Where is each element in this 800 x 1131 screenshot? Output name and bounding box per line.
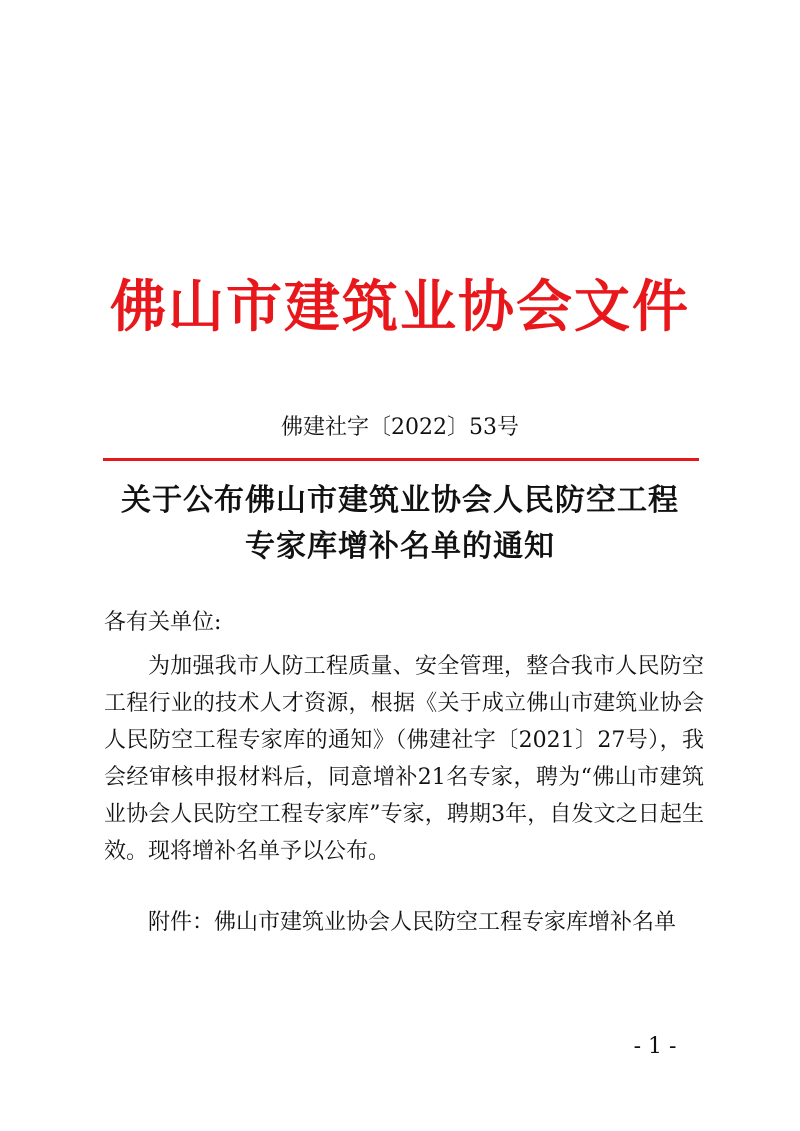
notice-title-line-1: 关于公布佛山市建筑业协会人民防空工程 — [121, 483, 679, 518]
document-header-title: 佛山市建筑业协会文件 — [110, 275, 690, 340]
header-divider — [103, 458, 699, 461]
page-number: - 1 - — [633, 1034, 677, 1059]
attachment-line: 附件：佛山市建筑业协会人民防空工程专家库增补名单 — [148, 910, 677, 935]
body-paragraph: 为加强我市人防工程质量、安全管理，整合我市人民防空工程行业的技术人才资源，根据《关于成立佛山市建筑业协会人民防空工程专家库的通知》（佛建社字〔2021〕27号），我会经审核申报材料后，同意增补21名专家，聘为“佛山市建筑业协会人民防空工程专家库”专家，聘期3年，自发文之日起生效。现将增补名单予以公布。 — [104, 654, 704, 864]
notice-title-line-2: 专家库增补名单的通知 — [245, 529, 555, 564]
notice-title — [0, 478, 800, 570]
document-number: 佛建社字〔2022〕53号 — [281, 415, 519, 440]
salutation: 各有关单位: — [104, 610, 222, 635]
